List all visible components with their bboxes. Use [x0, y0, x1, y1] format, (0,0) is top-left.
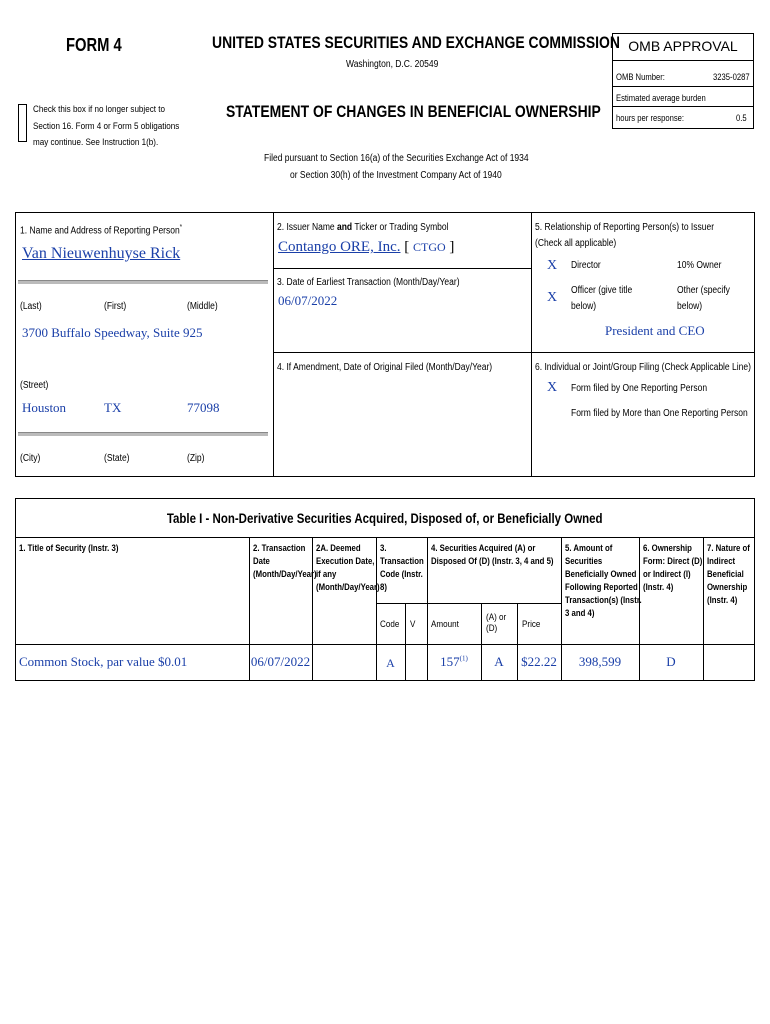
- one-reporting-person-label: Form filed by One Reporting Person: [571, 383, 708, 394]
- table-row-transaction-date: 06/07/2022: [250, 654, 311, 669]
- form-title: FORM 4: [66, 35, 122, 55]
- omb-approval-title: OMB APPROVAL: [628, 38, 738, 54]
- issuer-name-link[interactable]: Contango ORE, Inc.: [278, 239, 401, 255]
- officer-check-mark: X: [547, 290, 558, 305]
- reporting-person-name[interactable]: Van Nieuwenhuyse Rick: [22, 245, 181, 262]
- filed-pursuant-line2: or Section 30(h) of the Investment Company Act of 1940: [290, 170, 502, 181]
- box1-label: 1. Name and Address of Reporting Person*: [20, 224, 183, 237]
- ten-percent-owner-label: 10% Owner: [677, 260, 722, 271]
- city-label: (City): [20, 453, 41, 464]
- last-label: (Last): [20, 301, 42, 312]
- table-row-ownership-form: D: [666, 654, 676, 669]
- col-title-of-security: 1. Title of Security (Instr. 3): [19, 543, 119, 554]
- other-label-line1: Other (specify: [677, 285, 730, 296]
- table-row-price: $22.22: [521, 654, 557, 669]
- table-row-a-or-d: A: [494, 654, 504, 669]
- box4-label: 4. If Amendment, Date of Original Filed (Month/Day/Year): [277, 362, 493, 373]
- agency-name: UNITED STATES SECURITIES AND EXCHANGE COMMISSION: [212, 33, 620, 52]
- filed-pursuant-line1: Filed pursuant to Section 16(a) of the Securities Exchange Act of 1934: [264, 153, 529, 164]
- table-row-amount-owned: 398,599: [578, 654, 622, 669]
- first-label: (First): [104, 301, 127, 312]
- subcol-a-or-d: (A) or (D): [486, 612, 507, 634]
- one-reporting-person-mark: X: [547, 380, 558, 395]
- box5-label-line2: (Check all applicable): [535, 238, 617, 249]
- omb-hours-label: hours per response:: [616, 113, 685, 123]
- col-ownership-form: 6. Ownership Form: Direct (D) or Indirect (I) (Instr. 4): [643, 543, 703, 593]
- col-deemed-execution-date: 2A. Deemed Execution Date, if any (Month/Day/Year): [316, 543, 380, 593]
- col-nature-of-ownership: 7. Nature of Indirect Beneficial Ownership (Instr. 4): [707, 543, 750, 606]
- table-row-code: A: [386, 656, 395, 670]
- director-label: Director: [571, 260, 601, 271]
- table-row-amount: 157$^{(1)}$: [440, 654, 468, 669]
- officer-title: President and CEO: [605, 323, 705, 338]
- checkbox-note-line3: may continue. See Instruction 1(b).: [33, 137, 159, 148]
- subcol-amount: Amount: [431, 619, 459, 630]
- omb-hours-value: 0.5: [736, 113, 747, 123]
- col-securities-acquired: 4. Securities Acquired (A) or Disposed Of (D) (Instr. 3, 4 and 5): [431, 543, 554, 567]
- agency-city: Washington, D.C. 20549: [346, 59, 439, 70]
- footnote-ref[interactable]: (1): [459, 654, 468, 663]
- subcol-code: Code: [380, 619, 400, 630]
- zip-value: 77098: [187, 400, 220, 415]
- street-label: (Street): [20, 380, 49, 391]
- omb-burden-label: Estimated average burden: [616, 93, 706, 103]
- director-check-mark: X: [547, 258, 558, 273]
- statement-title: STATEMENT OF CHANGES IN BENEFICIAL OWNERSHIP: [226, 102, 601, 121]
- street-address: 3700 Buffalo Speedway, Suite 925: [22, 325, 203, 340]
- col-transaction-date: 2. Transaction Date (Month/Day/Year): [253, 543, 317, 580]
- omb-number-value: 3235-0287: [713, 72, 750, 82]
- earliest-transaction-date: 06/07/2022: [278, 293, 338, 308]
- omb-number-label: OMB Number:: [616, 72, 665, 82]
- state-value: TX: [104, 400, 122, 415]
- zip-label: (Zip): [187, 453, 205, 464]
- subcol-price: Price: [522, 619, 541, 630]
- no-longer-subject-checkbox[interactable]: [18, 104, 27, 142]
- other-label-line2: below): [677, 301, 703, 312]
- subcol-v: V: [410, 619, 416, 630]
- box2-label: 2. Issuer Name and Ticker or Trading Symbol: [277, 222, 449, 233]
- checkbox-note-line2: Section 16. Form 4 or Form 5 obligations: [33, 121, 180, 132]
- checkbox-note-line1: Check this box if no longer subject to: [33, 104, 165, 115]
- table-1-title: Table I - Non-Derivative Securities Acquired, Disposed of, or Beneficially Owned: [167, 510, 603, 526]
- state-label: (State): [104, 453, 130, 464]
- box5-label-line1: 5. Relationship of Reporting Person(s) to Issuer: [535, 222, 715, 233]
- middle-label: (Middle): [187, 301, 218, 312]
- box3-label: 3. Date of Earliest Transaction (Month/Day/Year): [277, 277, 460, 288]
- officer-label-line1: Officer (give title: [571, 285, 633, 296]
- more-reporting-persons-label: Form filed by More than One Reporting Person: [571, 408, 748, 419]
- ticker-symbol: CTGO: [412, 240, 446, 254]
- box6-label: 6. Individual or Joint/Group Filing (Check Applicable Line): [535, 362, 751, 373]
- officer-label-line2: below): [571, 301, 597, 312]
- city-value: Houston: [22, 400, 67, 415]
- col-amount-owned: 5. Amount of Securities Beneficially Owned Following Reported Transaction(s) (Instr. 3 and 4): [565, 543, 642, 619]
- issuer-line: Contango ORE, Inc. [ CTGO ]: [278, 239, 455, 255]
- table-row-security-title: Common Stock, par value $0.01: [19, 654, 188, 669]
- col-transaction-code: 3. Transaction Code (Instr. 8): [380, 543, 424, 593]
